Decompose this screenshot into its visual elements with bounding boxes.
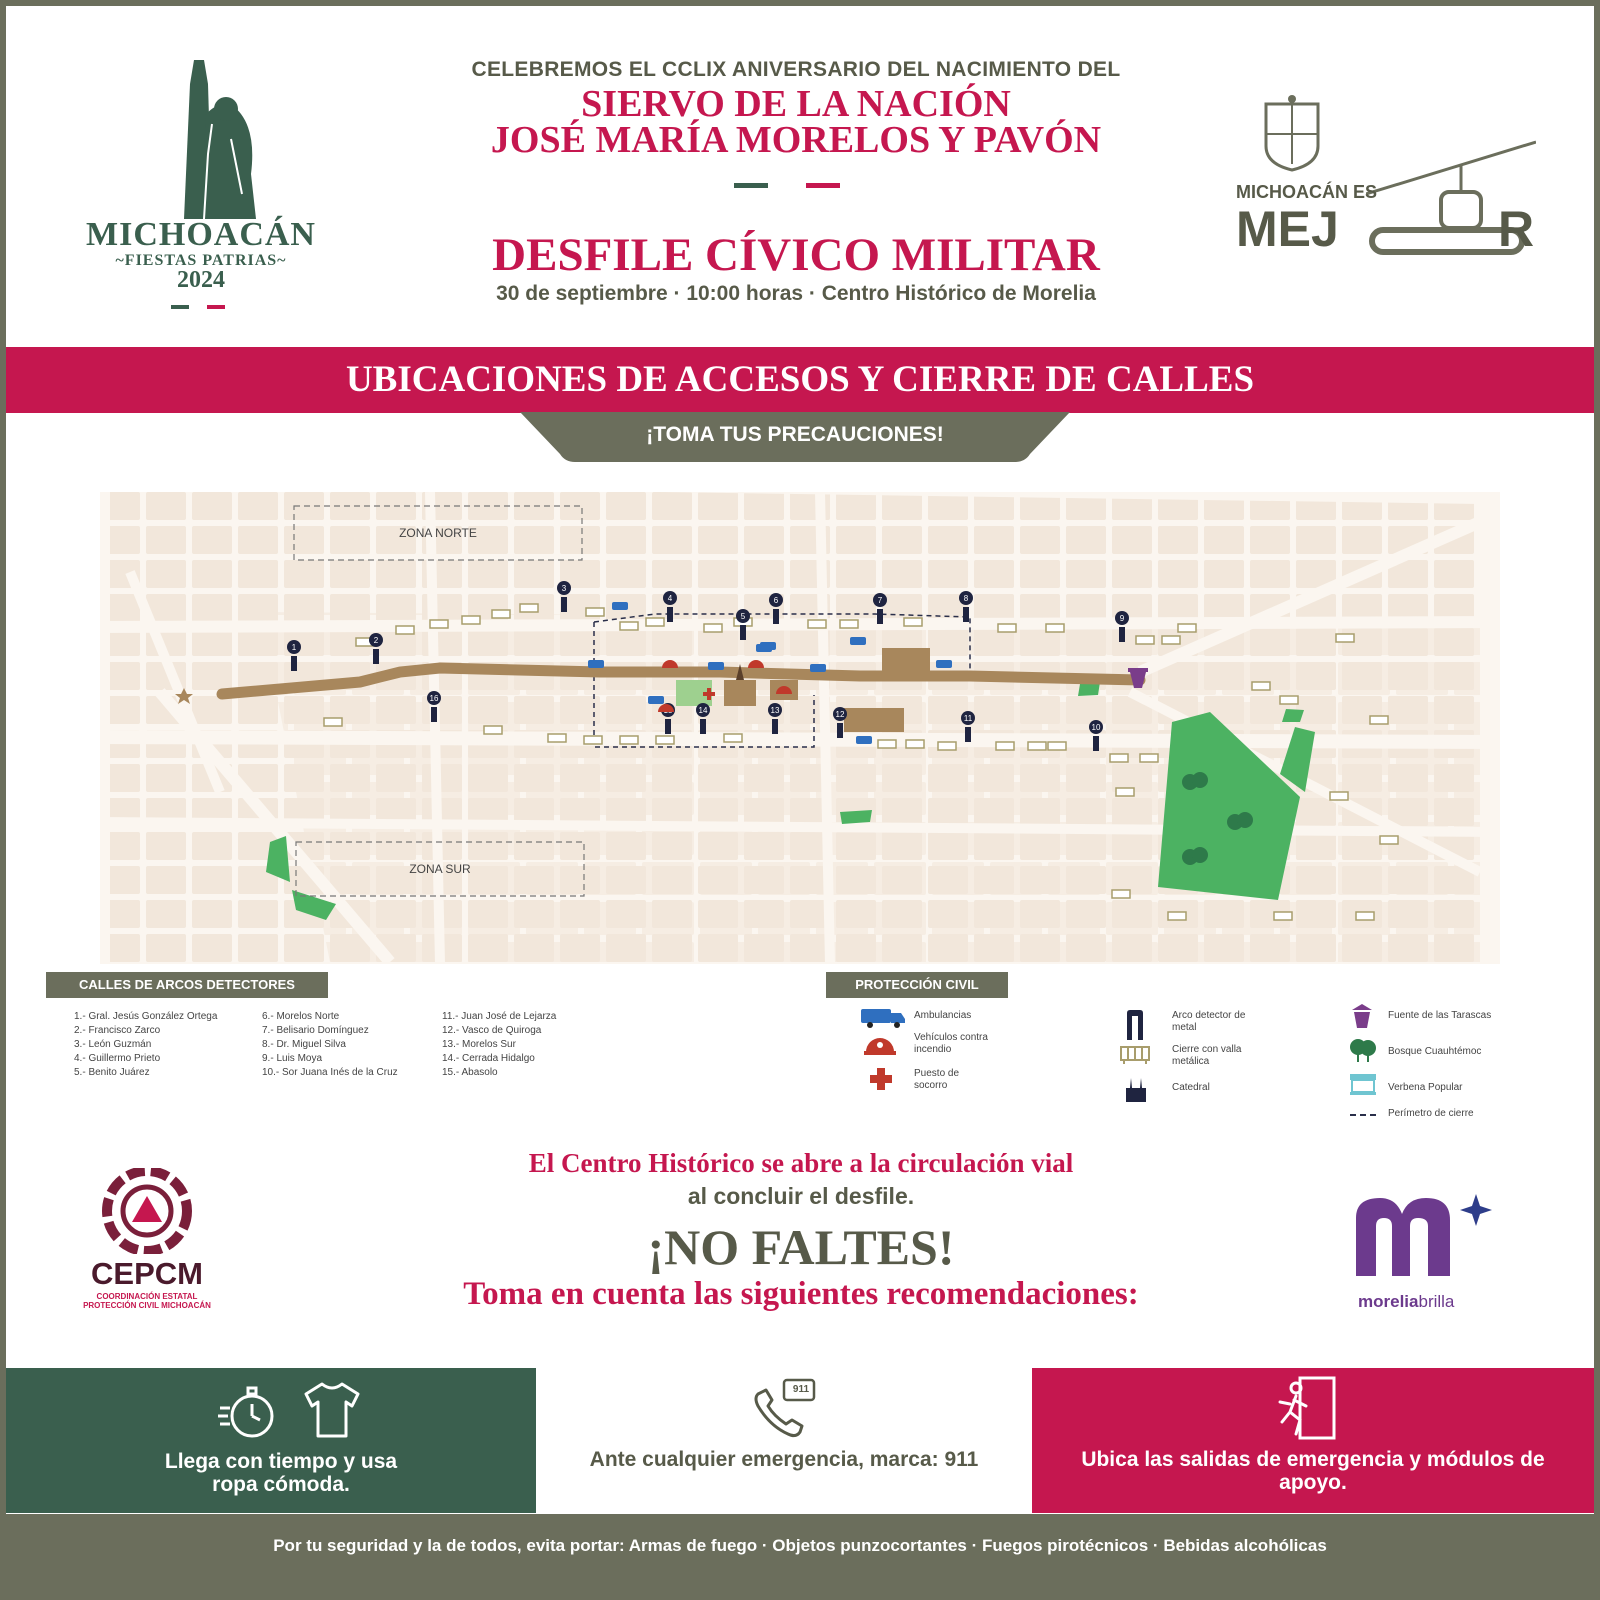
fence-marker bbox=[484, 726, 502, 734]
verbena-icon bbox=[1350, 1074, 1376, 1096]
ambulance-icon bbox=[861, 1006, 905, 1028]
message-recommendations: Toma en cuenta las siguientes recomendaciones: bbox=[463, 1276, 1139, 1312]
morelia-m-icon bbox=[1346, 1188, 1506, 1288]
fence-marker bbox=[1112, 890, 1130, 898]
legend-verbena-label: Verbena Popular bbox=[1388, 1082, 1463, 1093]
arc-number: 7 bbox=[877, 596, 883, 605]
legend-forest-label: Bosque Cuauhtémoc bbox=[1388, 1046, 1482, 1057]
fence-marker bbox=[462, 616, 480, 624]
logo-sub: ~FIESTAS PATRIAS~ bbox=[115, 252, 287, 269]
logo-word-a: MEJ bbox=[1236, 201, 1339, 257]
street-item: 12.- Vasco de Quiroga bbox=[442, 1025, 542, 1036]
fence-marker bbox=[878, 740, 896, 748]
fence-marker bbox=[1136, 636, 1154, 644]
tip-emergency-text: Ante cualquier emergencia, marca: 911 bbox=[589, 1448, 979, 1471]
fence-marker bbox=[938, 742, 956, 750]
fence-marker bbox=[1370, 716, 1388, 724]
fence-marker bbox=[906, 740, 924, 748]
legend-fence-label: Cierre con valla metálica bbox=[1172, 1044, 1242, 1067]
cepcm-name: CEPCM bbox=[91, 1256, 203, 1291]
civil-protection-icon bbox=[102, 1168, 192, 1254]
arc-number: 5 bbox=[740, 612, 746, 621]
logo-name: MICHOACÁN bbox=[86, 216, 316, 253]
michoacan-es-mejor-logo bbox=[1236, 94, 1566, 274]
morelia-text-b: brilla bbox=[1418, 1292, 1455, 1311]
message-line1: El Centro Histórico se abre a la circulación vial bbox=[528, 1148, 1074, 1178]
fence-marker bbox=[996, 742, 1014, 750]
forest-icon bbox=[1350, 1038, 1376, 1062]
streets-list-col2 bbox=[262, 1010, 442, 1080]
streets-list-col1 bbox=[74, 1010, 254, 1080]
fence-marker bbox=[998, 624, 1016, 632]
precautions-tab-text: ¡TOMA TUS PRECAUCIONES! bbox=[646, 423, 944, 446]
fence-marker bbox=[620, 736, 638, 744]
fence-marker bbox=[620, 622, 638, 630]
city-blocks bbox=[100, 492, 1500, 964]
morelia-text bbox=[1358, 1292, 1454, 1312]
ambulance-marker bbox=[612, 602, 628, 610]
fence-marker bbox=[1116, 788, 1134, 796]
zone-south-label: ZONA SUR bbox=[409, 862, 471, 876]
arc-number: 4 bbox=[667, 594, 673, 603]
legend-perimeter-label: Perímetro de cierre bbox=[1388, 1108, 1474, 1119]
route-map bbox=[100, 492, 1500, 964]
fence-marker bbox=[1380, 836, 1398, 844]
tip-box-emergency bbox=[536, 1368, 1032, 1513]
message-line2: al concluir el desfile. bbox=[687, 1183, 915, 1209]
fence-marker bbox=[586, 608, 604, 616]
header-line3: JOSÉ MARÍA MORELOS Y PAVÓN bbox=[490, 119, 1102, 161]
fence-marker bbox=[584, 736, 602, 744]
fence-marker bbox=[1048, 742, 1066, 750]
fence-marker bbox=[704, 624, 722, 632]
fire-truck-icon bbox=[864, 1032, 896, 1056]
map-canvas bbox=[100, 492, 1500, 964]
tshirt-icon bbox=[302, 1380, 362, 1440]
fence-marker bbox=[396, 626, 414, 634]
phone-911-badge: 911 bbox=[792, 1384, 810, 1395]
arc-number: 16 bbox=[429, 694, 439, 703]
emergency-exit-icon bbox=[1276, 1376, 1338, 1442]
fence-marker bbox=[1168, 912, 1186, 920]
flag-bar bbox=[171, 296, 231, 300]
street-item: 10.- Sor Juana Inés de la Cruz bbox=[262, 1067, 398, 1078]
street-item: 7.- Belisario Domínguez bbox=[262, 1025, 369, 1036]
section-banner-text: UBICACIONES DE ACCESOS Y CIERRE DE CALLES bbox=[345, 359, 1255, 400]
fence-marker bbox=[904, 618, 922, 626]
arc-number: 12 bbox=[835, 710, 845, 719]
tip-box-time bbox=[6, 1368, 536, 1513]
header-divider bbox=[734, 183, 844, 188]
arc-number: 6 bbox=[773, 596, 779, 605]
legend-cathedral-label: Catedral bbox=[1172, 1082, 1210, 1093]
legend-ambulance-label: Ambulancias bbox=[914, 1010, 972, 1021]
fiestas-patrias-logo bbox=[66, 54, 336, 304]
fountain-icon bbox=[1350, 1004, 1374, 1028]
arc-number: 8 bbox=[963, 594, 969, 603]
fence-marker bbox=[1280, 696, 1298, 704]
fence-marker bbox=[324, 718, 342, 726]
arc-number: 11 bbox=[963, 714, 973, 723]
zone-north-label: ZONA NORTE bbox=[399, 526, 477, 540]
fence-marker bbox=[656, 736, 674, 744]
fence-marker bbox=[1028, 742, 1046, 750]
morelos-statue-icon bbox=[66, 54, 336, 224]
arc-number: 10 bbox=[1091, 723, 1101, 732]
fence-marker bbox=[1178, 624, 1196, 632]
ambulance-marker bbox=[810, 664, 826, 672]
tip-box-exits bbox=[1032, 1368, 1594, 1513]
arc-number: 9 bbox=[1119, 614, 1125, 623]
street-item: 11.- Juan José de Lejarza bbox=[442, 1011, 557, 1022]
ambulance-marker bbox=[708, 662, 724, 670]
fence-marker bbox=[1140, 754, 1158, 762]
fence-marker bbox=[548, 734, 566, 742]
legend-aid-label: Puesto de socorro bbox=[914, 1068, 960, 1091]
cathedral-icon bbox=[1126, 1076, 1146, 1102]
ambulance-marker bbox=[856, 736, 872, 744]
logo-top: MICHOACÁN ES bbox=[1236, 182, 1378, 202]
fence-marker bbox=[520, 604, 538, 612]
cepcm-sub2: PROTECCIÓN CIVIL MICHOACÁN bbox=[83, 1301, 211, 1310]
ambulance-marker bbox=[760, 642, 776, 650]
street-item: 8.- Dr. Miguel Silva bbox=[262, 1039, 346, 1050]
fence-marker bbox=[430, 620, 448, 628]
street-item: 1.- Gral. Jesús González Ortega bbox=[74, 1011, 218, 1022]
street-item: 3.- León Guzmán bbox=[74, 1039, 152, 1050]
streets-list-col3 bbox=[442, 1010, 622, 1080]
first-aid-icon bbox=[870, 1068, 892, 1090]
ambulance-marker bbox=[588, 660, 604, 668]
morelia-brilla-logo bbox=[1346, 1188, 1526, 1318]
street-item: 15.- Abasolo bbox=[442, 1067, 498, 1078]
fence-marker bbox=[840, 620, 858, 628]
header-line2: SIERVO DE LA NACIÓN bbox=[581, 83, 1011, 125]
tip-time-text: Llega con tiempo y usa ropa cómoda. bbox=[164, 1450, 398, 1496]
tip-exits-text: Ubica las salidas de emergencia y módulos de apoyo. bbox=[1081, 1448, 1545, 1494]
street-item: 6.- Morelos Norte bbox=[262, 1011, 340, 1022]
street-item: 4.- Guillermo Prieto bbox=[74, 1053, 161, 1064]
fence-marker bbox=[646, 618, 664, 626]
fence-marker bbox=[1336, 634, 1354, 642]
fence-marker bbox=[1330, 792, 1348, 800]
logo-year: 2024 bbox=[177, 267, 225, 293]
street-item: 2.- Francisco Zarco bbox=[74, 1025, 161, 1036]
event-date: 30 de septiembre · 10:00 horas · Centro Histórico de Morelia bbox=[496, 282, 1096, 305]
fence-marker bbox=[492, 610, 510, 618]
fence-marker bbox=[1046, 624, 1064, 632]
arc-number: 3 bbox=[561, 584, 567, 593]
fence-marker bbox=[724, 734, 742, 742]
poster bbox=[6, 6, 1594, 1594]
logo-word-b: R bbox=[1498, 201, 1535, 257]
street-item: 14.- Cerrada Hidalgo bbox=[442, 1053, 535, 1064]
cepcm-logo bbox=[62, 1168, 232, 1318]
street-item: 9.- Luis Moya bbox=[262, 1053, 323, 1064]
legend-fire-label: Vehículos contra incendio bbox=[914, 1032, 988, 1055]
streets-legend-title: CALLES DE ARCOS DETECTORES bbox=[46, 972, 328, 998]
metal-detector-icon bbox=[1126, 1010, 1144, 1040]
civil-legend-title: PROTECCIÓN CIVIL bbox=[826, 972, 1008, 998]
fence-marker bbox=[1162, 636, 1180, 644]
arc-number: 14 bbox=[698, 706, 708, 715]
state-shield-icon bbox=[1260, 94, 1324, 172]
fence-marker bbox=[1252, 682, 1270, 690]
event-title: DESFILE CÍVICO MILITAR bbox=[492, 229, 1100, 281]
arc-number: 2 bbox=[373, 636, 379, 645]
fence-marker bbox=[1110, 754, 1128, 762]
street-item: 5.- Benito Juárez bbox=[74, 1067, 150, 1078]
morelia-text-a: morelia bbox=[1358, 1292, 1419, 1311]
fence-marker bbox=[1356, 912, 1374, 920]
cepcm-sub1: COORDINACIÓN ESTATAL bbox=[96, 1292, 198, 1301]
ambulance-marker bbox=[648, 696, 664, 704]
fence-marker bbox=[808, 620, 826, 628]
perimeter-line-icon bbox=[1350, 1114, 1376, 1116]
legend-fountain-label: Fuente de las Tarascas bbox=[1388, 1010, 1492, 1021]
arc-number: 1 bbox=[291, 643, 297, 652]
header-line1: CELEBREMOS EL CCLIX ANIVERSARIO DEL NACIMIENTO DEL bbox=[471, 58, 1121, 81]
ambulance-marker bbox=[936, 660, 952, 668]
arc-number: 13 bbox=[770, 706, 780, 715]
ambulance-marker bbox=[850, 637, 866, 645]
fence-marker bbox=[1274, 912, 1292, 920]
fence-icon bbox=[1120, 1046, 1150, 1064]
street-item: 13.- Morelos Sur bbox=[442, 1039, 516, 1050]
message-no-faltes: ¡NO FALTES! bbox=[647, 1219, 955, 1275]
stopwatch-icon bbox=[218, 1382, 278, 1442]
legend-arc-label: Arco detector de metal bbox=[1172, 1010, 1246, 1033]
footer-text: Por tu seguridad y la de todos, evita portar: Armas de fuego · Objetos punzocortantes · Fuegos pirotécnicos · Bebidas alcohólicas bbox=[273, 1536, 1327, 1555]
